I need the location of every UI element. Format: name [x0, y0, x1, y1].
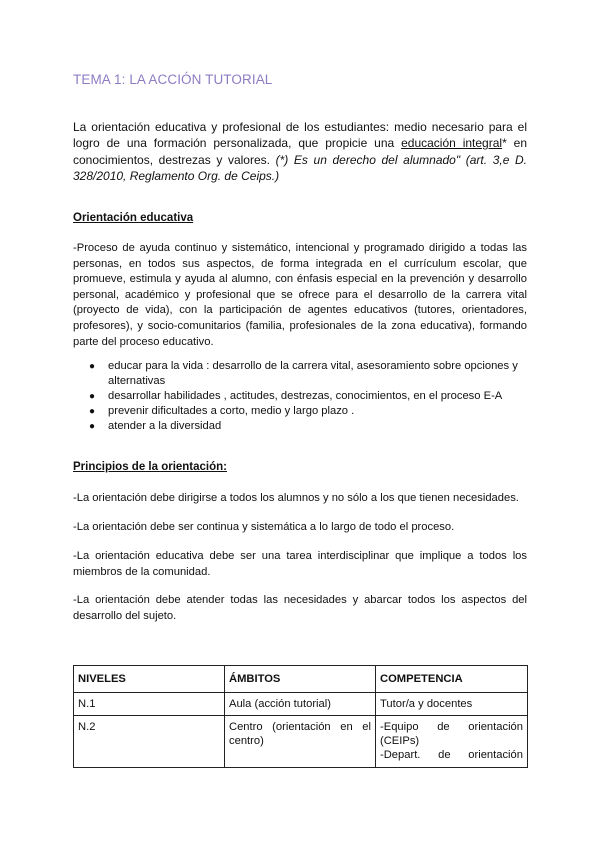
table-cell-ambito: Aula (acción tutorial): [225, 693, 376, 716]
table-header-row: [74, 666, 528, 693]
table-cell-competencia: Tutor/a y docentes: [376, 693, 528, 716]
bullet-icon: ●: [89, 361, 96, 372]
bullet-icon: ●: [89, 391, 96, 402]
list-item-text: desarrollar habilidades , actitudes, destrezas, conocimientos, en el proceso E-A: [108, 390, 503, 402]
principle-paragraph: -La orientación debe dirigirse a todos los alumnos y no sólo a los que tienen necesidades.: [73, 492, 519, 504]
niveles-table: [73, 665, 528, 768]
document-title: TEMA 1: LA ACCIÓN TUTORIAL: [73, 72, 273, 87]
list-item: [73, 389, 527, 404]
list-item: [73, 359, 527, 389]
competencia-line: (CEIPs): [380, 735, 420, 747]
list-item: [73, 404, 527, 419]
bullet-icon: ●: [89, 406, 96, 417]
table-cell-ambito: [225, 716, 376, 768]
intro-paragraph: [73, 119, 527, 185]
table-cell-nivel: N.1: [74, 693, 225, 716]
section-heading-orientacion: Orientación educativa: [73, 212, 194, 224]
orientacion-bullet-list: [73, 359, 527, 434]
list-item-text: prevenir dificultades a corto, medio y largo plazo .: [108, 405, 355, 417]
table-row: [74, 693, 528, 716]
competencia-line: -Depart. de orientación: [380, 749, 523, 761]
intro-text-b: * en conocimientos, destrezas y valores.: [73, 136, 527, 167]
ambito-line: centro): [229, 735, 264, 747]
intro-text-a: La orientación educativa y profesional de los estudiantes: medio necesario para el logro de una formación personalizada, que propicie una: [73, 120, 527, 151]
table-cell-competencia: [376, 716, 528, 768]
table-header-cell: NIVELES: [74, 666, 225, 693]
table-header-cell: ÁMBITOS: [225, 666, 376, 693]
list-item-text: atender a la diversidad: [108, 420, 222, 432]
intro-underlined-term: educación integral: [401, 136, 503, 151]
table-header-cell: COMPETENCIA: [376, 666, 528, 693]
orientacion-paragraph: -Proceso de ayuda continuo y sistemático, intencional y programado dirigido a todas las personas, en todos sus aspectos, de forma integrada en el currículum escolar, que promueve, estimula y ayuda al alumno, con énfasis especial en la prevención y desarrollo personal, académico y profesional que se ofrece para el desarrollo de la carrera vital (proyecto de vida), con la participación de agentes educativos (tutores, orientadores, profesores), y socio-comunitarios (familia, profesionales de la zona educativa), formando parte del proceso educativo.: [73, 242, 527, 348]
bullet-icon: ●: [89, 421, 96, 432]
principle-paragraph: -La orientación debe atender todas las necesidades y abarcar todos los aspectos del desarrollo del sujeto.: [73, 594, 527, 622]
principle-paragraph: -La orientación debe ser continua y sistemática a lo largo de todo el proceso.: [73, 521, 455, 533]
table-row: [74, 716, 528, 768]
table-cell-nivel: N.2: [74, 716, 225, 768]
ambito-line: Centro (orientación en el: [229, 721, 371, 733]
intro-italic-note: (*) Es un derecho del alumnado" (art. 3,e D. 328/2010, Reglamento Org. de Ceips.): [73, 152, 528, 184]
list-item-text: educar para la vida : desarrollo de la carrera vital, asesoramiento sobre opciones y alternativas: [108, 360, 518, 387]
competencia-line: -Equipo de orientación: [380, 721, 523, 733]
list-item: [73, 419, 527, 434]
principle-paragraph: -La orientación educativa debe ser una tarea interdisciplinar que implique a todos los miembros de la comunidad.: [73, 550, 527, 578]
section-heading-principios: Principios de la orientación:: [73, 461, 228, 473]
